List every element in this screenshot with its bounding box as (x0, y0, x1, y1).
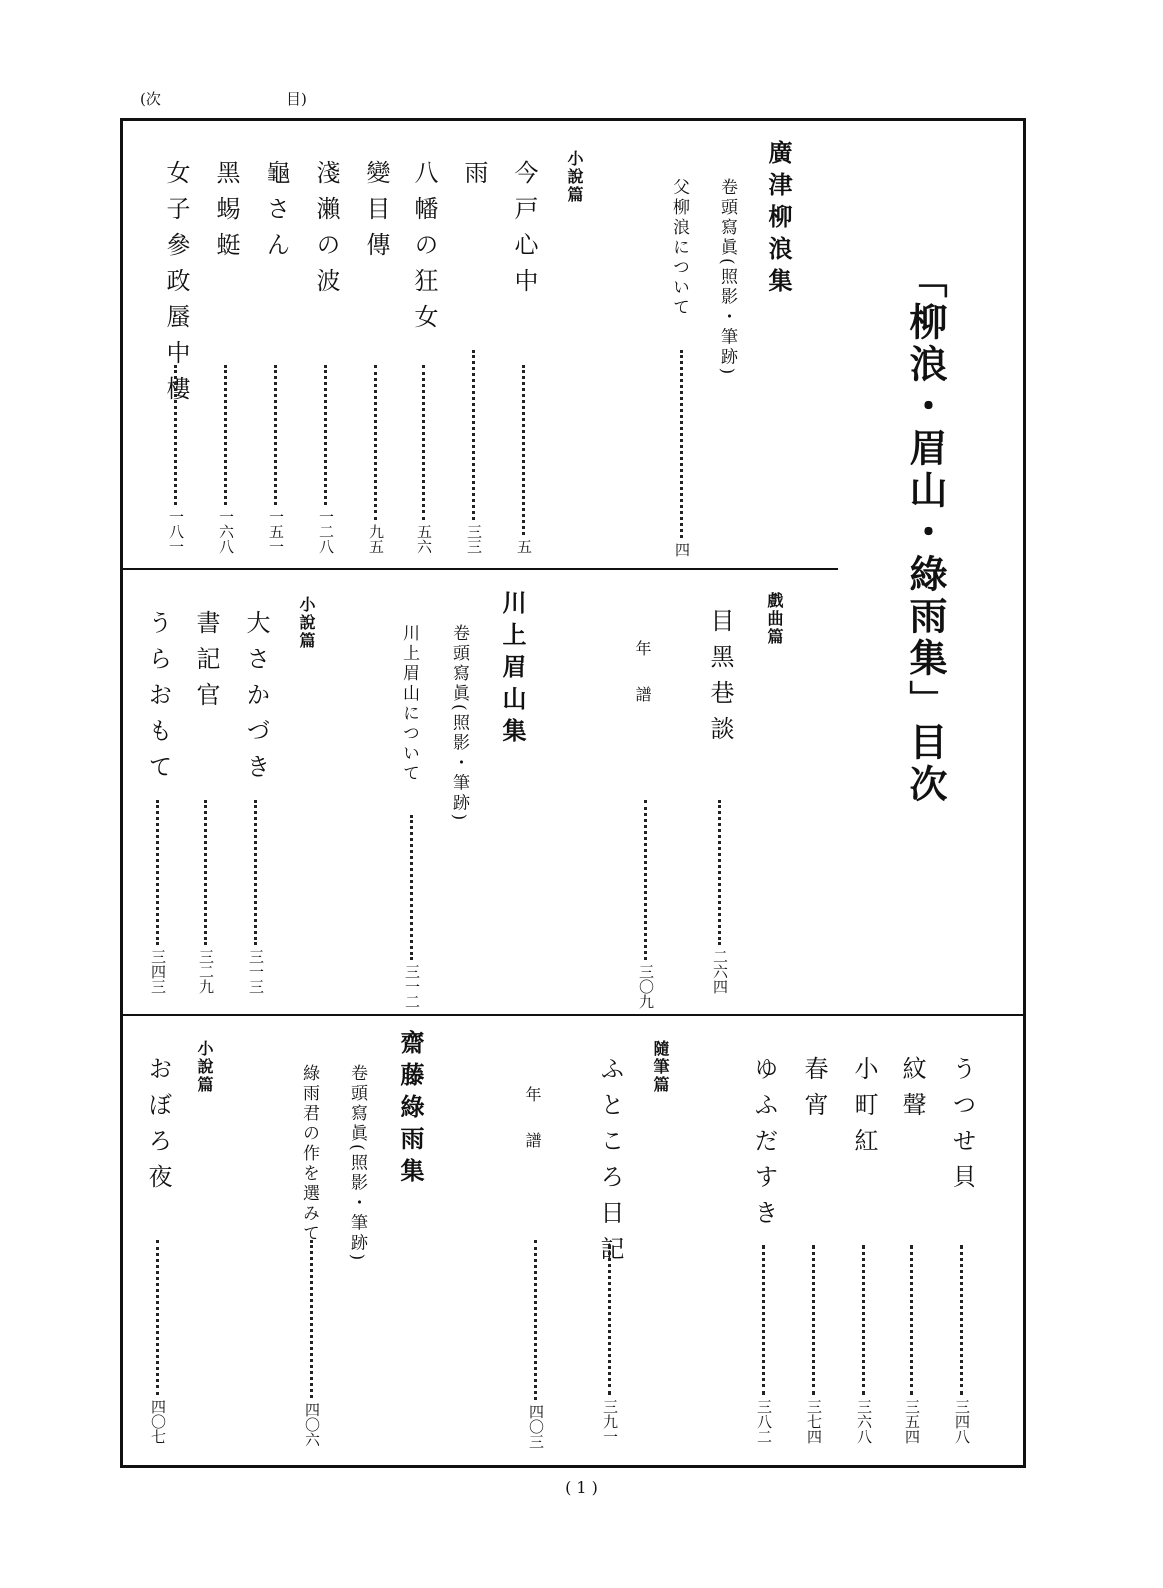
leader-dots (534, 1240, 537, 1400)
leader-dots (324, 365, 327, 505)
leader-dots (174, 365, 177, 505)
page-number: 一六八 (217, 509, 235, 554)
leader-dots (422, 365, 425, 520)
collection-title: 廣津柳浪集 (764, 140, 793, 300)
page-number: 三七四 (805, 1399, 823, 1444)
page-number: 三四三 (149, 949, 167, 994)
page-number: 四〇三 (527, 1404, 545, 1449)
leader-dots (204, 800, 207, 945)
page-number: 三一三 (247, 949, 265, 994)
toc-entry: 目黑巷談 (706, 608, 734, 752)
section-heading: 戲曲篇 (765, 592, 784, 646)
toc-entry: 淺瀨の波 (312, 160, 340, 304)
page-number: 一八一 (167, 509, 185, 554)
leader-dots (374, 365, 377, 520)
leader-dots (274, 365, 277, 505)
toc-item: 卷頭寫眞(照影・筆跡) (347, 1064, 367, 1264)
section-heading: 隨筆篇 (651, 1040, 670, 1094)
toc-item: 綠雨君の作を選みて (299, 1064, 319, 1244)
leader-dots (254, 800, 257, 945)
leader-dots (718, 800, 721, 945)
toc-entry: うらおもて (144, 610, 172, 790)
toc-item: 川上眉山について (399, 624, 419, 784)
page-number: 三四八 (953, 1399, 971, 1444)
collection-title: 齋藤綠雨集 (396, 1030, 425, 1190)
section-heading: 小說篇 (195, 1040, 214, 1094)
leader-dots (644, 800, 647, 960)
section-heading: 小說篇 (565, 150, 584, 204)
page-number: 二六四 (711, 949, 729, 994)
page-number: 三八二 (755, 1399, 773, 1444)
page-number: 四〇六 (303, 1402, 321, 1447)
page-number: 一五一 (267, 509, 285, 554)
page-number: 三〇九 (637, 964, 655, 1009)
section-heading: 小說篇 (297, 596, 316, 650)
leader-dots (812, 1245, 815, 1395)
leader-dots (522, 365, 525, 535)
toc-item: 卷頭寫眞(照影・筆跡) (449, 624, 469, 824)
toc-entry: 八幡の狂女 (410, 160, 438, 340)
leader-dots (910, 1245, 913, 1395)
toc-item: 卷頭寫眞(照影・筆跡) (717, 178, 737, 378)
band-divider-upper (122, 568, 838, 570)
toc-entry: 書記官 (192, 610, 220, 718)
leader-dots (156, 1240, 159, 1395)
band-divider-lower (122, 1014, 1024, 1016)
toc-entry: 龜さん (262, 160, 290, 268)
leader-dots (960, 1245, 963, 1395)
page-number: 九五 (367, 524, 385, 554)
page-number: 三二九 (197, 949, 215, 994)
page-number: 三九一 (601, 1399, 619, 1444)
toc-frame (120, 118, 1026, 1468)
leader-dots (862, 1245, 865, 1395)
running-head-right: 目) (286, 90, 307, 108)
toc-item: 父柳浪について (669, 178, 689, 318)
page-number: 一二八 (317, 509, 335, 554)
toc-entry: 今戸心中 (510, 160, 538, 304)
leader-dots (156, 800, 159, 945)
toc-entry: 紋聲 (898, 1056, 926, 1128)
toc-entry: ふところ日記 (596, 1056, 624, 1272)
page-folio: ( 1 ) (565, 1478, 598, 1497)
page-number: 三三 (465, 524, 483, 554)
toc-entry: 小町紅 (850, 1056, 878, 1164)
page-title: 「柳浪・眉山・綠雨集」目次 (903, 260, 948, 806)
page-number: 三六八 (855, 1399, 873, 1444)
toc-entry: 黑蜴蜓 (212, 160, 240, 268)
leader-dots (410, 815, 413, 960)
page-number: 五 (515, 539, 533, 554)
toc-entry: 變目傳 (362, 160, 390, 268)
running-head-left: (次 (140, 90, 161, 108)
leader-dots (608, 1245, 611, 1395)
toc-entry: 春宵 (800, 1056, 828, 1128)
toc-entry: 女子參政蜃中樓 (162, 160, 190, 412)
page-number: 五六 (415, 524, 433, 554)
toc-entry: 大さかづき (242, 610, 270, 790)
leader-dots (224, 365, 227, 505)
toc-entry: ゆふだすき (750, 1056, 778, 1236)
leader-dots (310, 1240, 313, 1398)
page-number: 四 (673, 542, 691, 557)
toc-entry: 雨 (460, 160, 488, 196)
collection-title: 川上眉山集 (498, 590, 527, 750)
page-number: 四〇七 (149, 1399, 167, 1444)
toc-entry: うつせ貝 (948, 1056, 976, 1200)
toc-entry: おぼろ夜 (144, 1056, 172, 1200)
page-number: 三五四 (903, 1399, 921, 1444)
leader-dots (762, 1245, 765, 1395)
leader-dots (472, 350, 475, 520)
page-number: 三一二 (403, 964, 421, 1009)
leader-dots (680, 350, 683, 538)
toc-entry: 年譜 (633, 640, 652, 732)
toc-entry: 年譜 (523, 1086, 542, 1178)
